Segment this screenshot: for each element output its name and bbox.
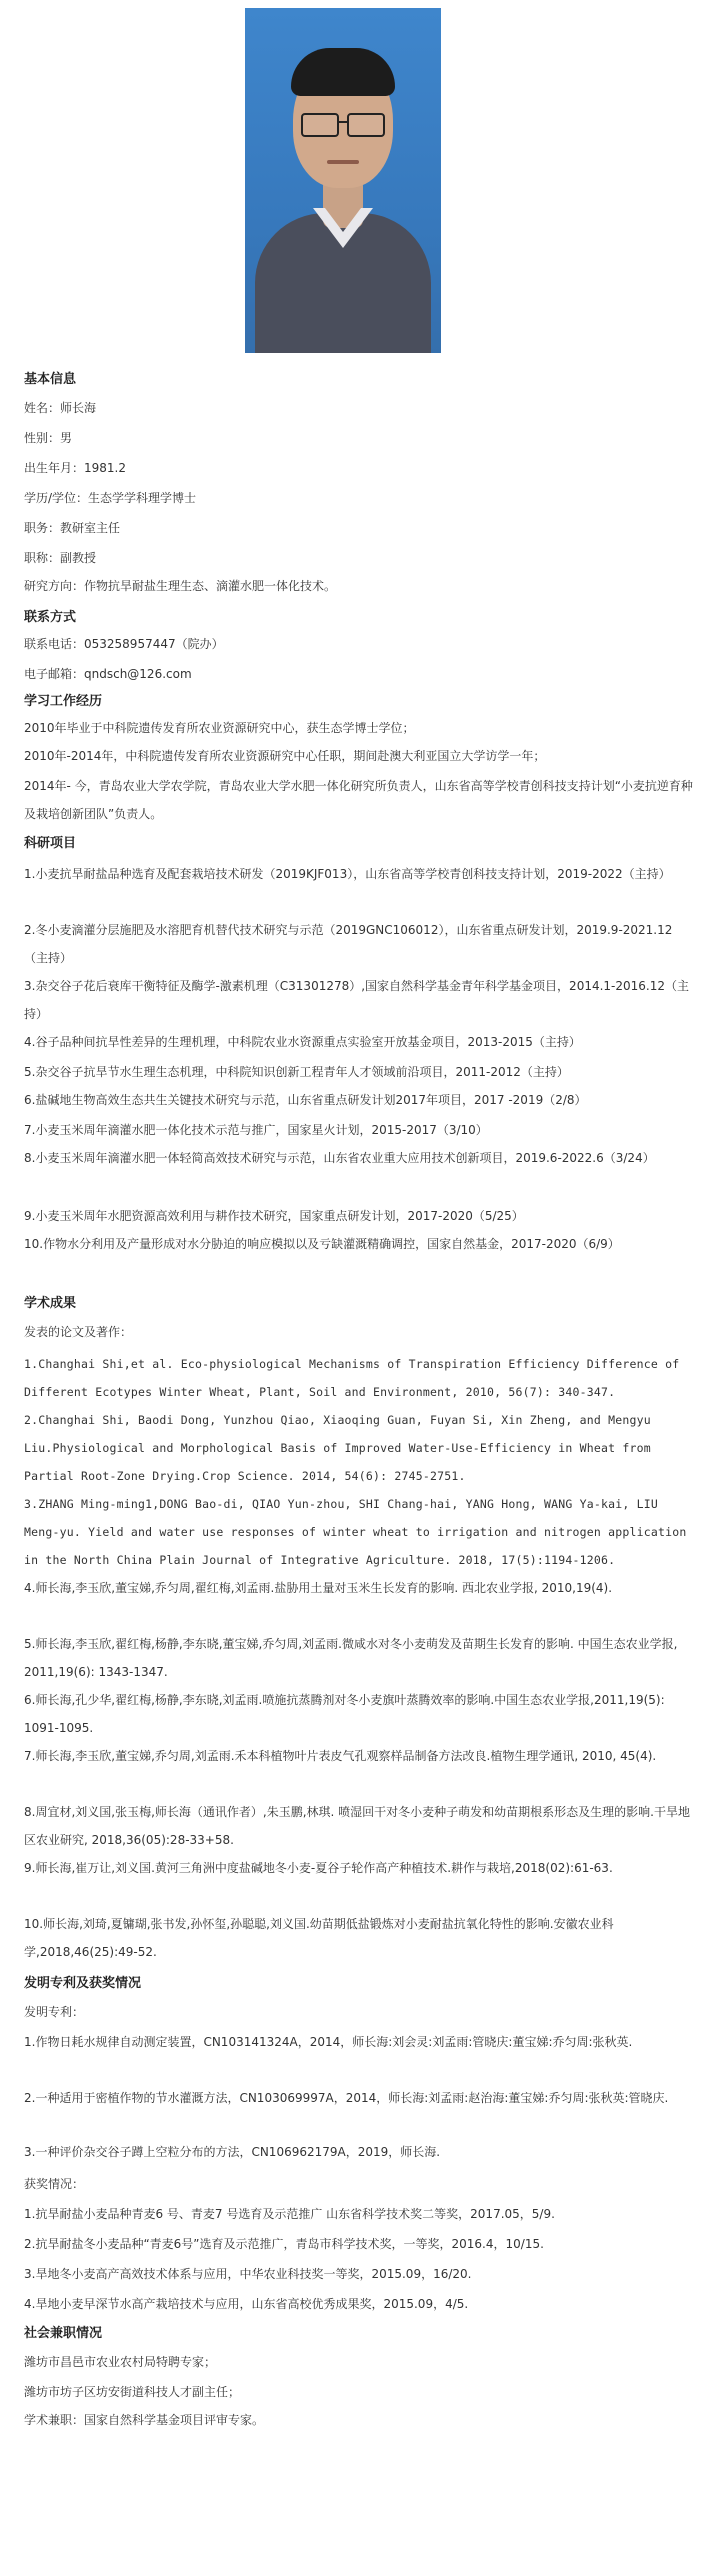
project-item: 6.盐碱地生物高效生态共生关键技术研究与示范，山东省重点研发计划2017年项目，2017 -2019（2/8） (24, 1093, 587, 1107)
patent-item: 3.一种评价杂交谷子蹲上空粒分布的方法，CN106962179A，2019，师长海. (24, 2145, 441, 2159)
gender-line: 性别：男 (24, 431, 73, 445)
portrait-photo (245, 8, 441, 353)
patents-heading: 发明专利及获奖情况 (24, 1976, 142, 1991)
project-item: 7.小麦玉米周年滴灌水肥一体化技术示范与推广，国家星火计划，2015-2017（3/10） (24, 1123, 488, 1137)
social-item: 潍坊市昌邑市农业农村局特聘专家； (24, 2355, 217, 2369)
research-line: 研究方向：作物抗旱耐盐生理生态、滴灌水肥一体化技术。 (24, 579, 337, 593)
study-item: 2010年-2014年，中科院遗传发育所农业资源研究中心任职，期间赴澳大利亚国立大学访学一年； (24, 749, 546, 763)
project-item: 4.谷子品种间抗旱性差异的生理机理，中科院农业水资源重点实验室开放基金项目，2013-2015（主持） (24, 1035, 581, 1049)
education-line: 学历/学位：生态学学科理学博士 (24, 491, 197, 505)
birth-line: 出生年月：1981.2 (24, 461, 126, 475)
email-line[interactable]: 电子邮箱：qndsch@126.com (24, 667, 192, 681)
award-item: 3.旱地冬小麦高产高效技术体系与应用，中华农业科技奖一等奖，2015.09，16/20. (24, 2267, 472, 2281)
project-item: 9.小麦玉米周年水肥资源高效利用与耕作技术研究，国家重点研发计划，2017-2020（5/25） (24, 1209, 524, 1223)
paper-item: 8.周宜材,刘义国,张玉梅,师长海（通讯作者）,朱玉鹏,林琪. 喷湿回干对冬小麦种子萌发和幼苗期根系形态及生理的影响.干旱地区农业研究, 2018,36(05):28-33+58. (24, 1805, 690, 1847)
award-item: 1.抗旱耐盐小麦品种青麦6 号、青麦7 号选育及示范推广 山东省科学技术奖二等奖，2017.05，5/9. (24, 2207, 555, 2221)
papers-label: 发表的论文及著作： (24, 1325, 133, 1339)
study-item: 2014年- 今，青岛农业大学农学院，青岛农业大学水肥一体化研究所负责人，山东省高等学校青创科技支持计划“小麦抗逆育种及栽培创新团队”负责人。 (24, 779, 693, 821)
name-line: 姓名：师长海 (24, 401, 97, 415)
project-item: 10.作物水分利用及产量形成对水分胁迫的响应模拟以及亏缺灌溉精确调控，国家自然基金，2017-2020（6/9） (24, 1237, 620, 1251)
award-item: 4.旱地小麦早深节水高产栽培技术与应用，山东省高校优秀成果奖，2015.09，4/5. (24, 2297, 469, 2311)
phone-line: 联系电话：053258957447（院办） (24, 637, 224, 651)
paper-item: 3.ZHANG Ming-ming1,DONG Bao-di, QIAO Yun-zhou, SHI Chang-hai, YANG Hong, WANG Ya-kai, LIU Meng-yu. Yield and water use responses of winter wheat to irrigation and nitrogen application in the North China Plain Journal of Integrative Agriculture. 2018, 17(5):1194-1206. (24, 1497, 687, 1567)
photo-area (0, 0, 722, 356)
basic-info-heading: 基本信息 (24, 372, 77, 387)
title-line: 职称：副教授 (24, 551, 97, 565)
social-item: 潍坊市坊子区坊安街道科技人才副主任； (24, 2385, 241, 2399)
paper-item: 5.师长海,李玉欣,翟红梅,杨静,李东晓,董宝娣,乔匀周,刘孟雨.微咸水对冬小麦萌发及苗期生长发育的影响. 中国生态农业学报, 2011,19(6): 1343-1347. (24, 1637, 678, 1679)
paper-item: 7.师长海,李玉欣,董宝娣,乔匀周,刘孟雨.禾本科植物叶片表皮气孔观察样品制备方法改良.植物生理学通讯, 2010, 45(4). (24, 1749, 657, 1763)
patent-item: 1.作物日耗水规律自动测定装置，CN103141324A，2014，师长海:刘会灵:刘孟雨:管晓庆:董宝娣:乔匀周:张秋英. (24, 2035, 633, 2049)
achievements-heading: 学术成果 (24, 1296, 77, 1311)
project-item: 1.小麦抗旱耐盐品种选育及配套栽培技术研发（2019KJF013），山东省高等学校青创科技支持计划，2019-2022（主持） (24, 867, 671, 881)
project-item: 8.小麦玉米周年滴灌水肥一体轻简高效技术研究与示范，山东省农业重大应用技术创新项目，2019.6-2022.6（3/24） (24, 1151, 655, 1165)
social-heading: 社会兼职情况 (24, 2326, 103, 2341)
project-item: 3.杂交谷子花后衰库干衡特征及酶学-激素机理（C31301278）,国家自然科学基金青年科学基金项目，2014.1-2016.12（主持） (24, 979, 689, 1021)
post-line: 职务：教研室主任 (24, 521, 121, 535)
award-label: 获奖情况： (24, 2177, 85, 2191)
award-item: 2.抗旱耐盐冬小麦品种“青麦6号”选育及示范推广，青岛市科学技术奖，一等奖，2016.4，10/15. (24, 2237, 544, 2251)
patent-label: 发明专利： (24, 2005, 85, 2019)
social-item: 学术兼职：国家自然科学基金项目评审专家。 (24, 2413, 265, 2427)
patent-item: 2.一种适用于密植作物的节水灌溉方法，CN103069997A，2014，师长海:刘孟雨:赵治海:董宝娣:乔匀周:张秋英:管晓庆. (24, 2091, 669, 2105)
paper-item: 10.师长海,刘琦,夏镛瑚,张书发,孙怀玺,孙聪聪,刘义国.幼苗期低盐锻炼对小麦耐盐抗氧化特性的影响.安徽农业科学,2018,46(25):49-52. (24, 1917, 614, 1959)
projects-heading: 科研项目 (24, 836, 77, 851)
paper-item: 4.师长海,李玉欣,董宝娣,乔匀周,翟红梅,刘孟雨.盐胁用土量对玉米生长发育的影响. 西北农业学报, 2010,19(4). (24, 1581, 613, 1595)
study-heading: 学习工作经历 (24, 694, 103, 709)
study-item: 2010年毕业于中科院遗传发育所农业资源研究中心，获生态学博士学位； (24, 721, 415, 735)
project-item: 2.冬小麦滴灌分层施肥及水溶肥育机替代技术研究与示范（2019GNC106012），山东省重点研发计划，2019.9-2021.12（主持） (24, 923, 673, 965)
paper-item: 6.师长海,孔少华,翟红梅,杨静,李东晓,刘孟雨.喷施抗蒸腾剂对冬小麦旗叶蒸腾效率的影响.中国生态农业学报,2011,19(5): 1091-1095. (24, 1693, 665, 1735)
paper-item: 1.Changhai Shi,et al. Eco-physiological Mechanisms of Transpiration Efficiency Difference of Different Ecotypes Winter Wheat, Plant, Soil and Environment, 2010, 56(7): 340-347. (24, 1357, 680, 1399)
paper-item: 9.师长海,崔万让,刘义国.黄河三角洲中度盐碱地冬小麦-夏谷子轮作高产种植技术.耕作与栽培,2018(02):61-63. (24, 1861, 613, 1875)
contact-heading: 联系方式 (24, 610, 77, 625)
project-item: 5.杂交谷子抗旱节水生理生态机理，中科院知识创新工程青年人才领域前沿项目，2011-2012（主持） (24, 1065, 569, 1079)
paper-item: 2.Changhai Shi, Baodi Dong, Yunzhou Qiao, Xiaoqing Guan, Fuyan Si, Xin Zheng, and Mengyu Liu.Physiological and Morphological Basis of Improved Water-Use-Efficiency in Wheat from Partial Root-Zone Drying.Crop Science. 2014, 54(6): 2745-2751. (24, 1413, 651, 1483)
